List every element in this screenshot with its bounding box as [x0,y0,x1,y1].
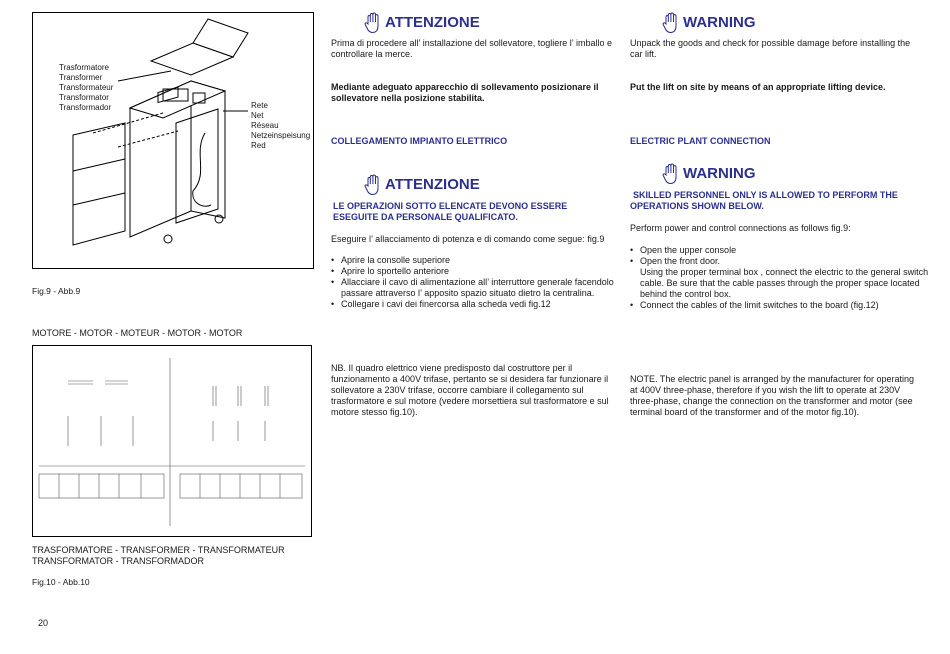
en-bullet-list [630,245,930,311]
list-item [640,256,930,300]
en-warning-label-2: WARNING [683,165,756,182]
fig9-frame [32,12,314,269]
en-paragraph-3: Perform power and control connections as follows fig.9: [630,223,851,233]
label-network-de: Netzeinspeisung [251,131,311,140]
it-attention-label-2: ATTENZIONE [385,176,480,193]
warning-hand-icon [364,174,382,196]
en-warning-text: SKILLED PERSONNEL ONLY IS ALLOWED TO PERFORM THE OPERATIONS SHOWN BELOW. [630,190,898,211]
en-section-title: ELECTRIC PLANT CONNECTION [630,136,771,146]
it-warning-text: LE OPERAZIONI SOTTO ELENCATE DEVONO ESSERE ESEGUITE DA PERSONALE QUALIFICATO. [333,201,568,222]
en-warning-label-1: WARNING [683,14,756,31]
warning-hand-icon [662,12,680,34]
it-nb-paragraph: NB. Il quadro elettrico viene predisposto dal costruttore per il funzionamento a 400V trifase, pertanto se si desidera far funzionare il sollevatore a 230V trifase, occorre cambiare il collegamento sul trasformatore e sul motore (vedere morsettiera sul trasformatore e sul motore stesso fig.10). [331,363,609,417]
it-section-title: COLLEGAMENTO IMPIANTO ELETTRICO [331,136,508,146]
en-note-paragraph: NOTE. The electric panel is arranged by the manufacturer for operating at 400V three-phase, therefore if you wish the lift to operate at 230V three-phase, change the connection on the transformer and motor (see terminal board of the transformer and of the motor fig.10). [630,374,914,417]
transformer-section-title [32,545,285,567]
list-item-continuation: Using the proper terminal box , connect the electric to the general switch cable. Be sure that the cable passes through the proper space located behind the control box. [640,267,929,299]
it-bullet-list [331,255,631,310]
list-item: • Aprire la consolle superiore [341,255,631,266]
it-attention-heading-1 [364,12,480,34]
label-network-es: Red [251,141,266,150]
fig10-wiring-diagram [33,346,311,536]
fig10-caption: Fig.10 - Abb.10 [32,577,90,587]
label-transformer-de: Transformator [59,93,109,102]
fig9-network-labels [251,101,310,151]
label-transformer-fr: Transformateur [59,83,114,92]
fig9-transformer-labels [59,63,113,113]
list-item: • Open the upper console [640,245,930,256]
list-item: • Allacciare il cavo di alimentazione all’ interruttore generale facendolo passare attraverso l’ apposito spazio situato dietro la centralina. [341,277,631,299]
it-paragraph-2: Mediante adeguato apparecchio di sollevamento posizionare il sollevatore nella posizione stabilita. [331,82,599,103]
it-paragraph-3: Eseguire l’ allacciamento di potenza e di comando come segue: fig.9 [331,234,605,244]
en-paragraph-2: Put the lift on site by means of an appropriate lifting device. [630,82,886,92]
label-transformer-en: Transformer [59,73,103,82]
motor-section-title: MOTORE - MOTOR - MOTEUR - MOTOR - MOTOR [32,328,243,338]
en-warning-heading-1 [662,12,756,34]
fig9-caption: Fig.9 - Abb.9 [32,286,81,296]
label-network-it: Rete [251,101,268,110]
page-number: 20 [38,618,49,628]
it-attention-label-1: ATTENZIONE [385,14,480,31]
transformer-title-line2: TRANSFORMATOR - TRANSFORMADOR [32,556,205,566]
label-transformer-es: Transformador [59,103,112,112]
list-item-text: Open the front door. [640,256,721,266]
label-network-en: Net [251,111,264,120]
list-item: • Collegare i cavi dei finercorsa alla scheda vedi fig.12 [341,299,631,310]
it-paragraph-1: Prima di procedere all’ installazione del sollevatore, togliere l’ imballo e controllare la merce. [331,38,612,59]
en-warning-heading-2 [662,163,756,185]
it-attention-heading-2 [364,174,480,196]
label-network-fr: Réseau [251,121,279,130]
warning-hand-icon [662,163,680,185]
list-item: • Connect the cables of the limit switches to the board (fig.12) [640,300,930,311]
en-paragraph-1: Unpack the goods and check for possible damage before installing the car lift. [630,38,911,59]
list-item: • Aprire lo sportello anteriore [341,266,631,277]
label-transformer-it: Trasformatore [59,63,109,72]
warning-hand-icon [364,12,382,34]
fig10-frame [32,345,312,537]
transformer-title-line1: TRASFORMATORE - TRANSFORMER - TRANSFORMATEUR [32,545,285,555]
